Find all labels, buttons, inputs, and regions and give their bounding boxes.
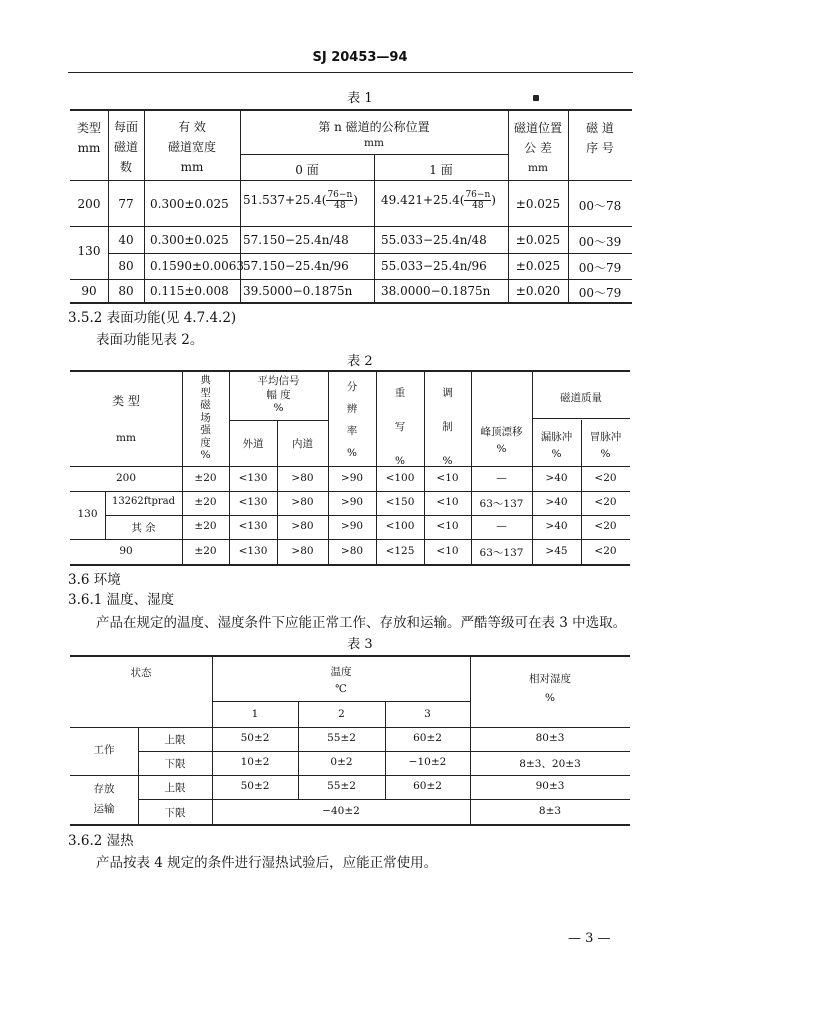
table-cell: ±20 (194, 520, 217, 532)
t1-face0-formula: 51.537+25.4( $\frac{76-n}{48}$ ) (243, 190, 358, 211)
t3-head-g2: 2 (338, 708, 345, 720)
t2-head-outer: 外道 (242, 438, 264, 450)
table-row: ±0.025 (515, 197, 561, 211)
table-row: 存放 (93, 783, 115, 795)
t2-head-field: 典 型 磁 场 强 度 % (200, 374, 211, 461)
t1-head-nominal-unit: mm (364, 137, 384, 149)
table-row: 200 (115, 472, 137, 484)
table-cell: 8±3、20±3 (519, 758, 581, 770)
table-cell: >80 (291, 472, 314, 484)
t1-head-type: 类型 mm (76, 121, 101, 155)
table-cell: 63～137 (479, 498, 524, 510)
table-cell: 8±3 (538, 805, 562, 817)
table-cell: <20 (594, 472, 617, 484)
table-cell: <10 (436, 545, 459, 557)
table-cell: 60±2 (413, 780, 442, 792)
table-row: 0.300±0.025 (150, 197, 229, 211)
table-cell: — (496, 472, 507, 484)
t2-head-overwrite: 重 写 % (394, 387, 406, 467)
table-cell: >90 (340, 472, 364, 484)
table-row: 40 (118, 233, 134, 247)
section-text-3-5-2: 表面功能见表 2。 (96, 332, 204, 348)
table-row: 0.300±0.025 (150, 233, 229, 247)
t2-head-extra-pct: % (600, 448, 611, 460)
section-text-3-6-2: 产品按表 4 规定的条件进行湿热试验后，应能正常使用。 (96, 855, 438, 871)
table-cell: >90 (340, 520, 364, 532)
t1-head-seq: 磁 道 序 号 (586, 121, 614, 155)
table-cell: 60±2 (413, 732, 442, 744)
t2-head-res: 分 辨 率 % (346, 381, 358, 459)
t3-head-humidity: 相对湿度 (529, 673, 571, 685)
table-cell: 50±2 (240, 732, 270, 744)
t2-head-mod: 调 制 % (442, 387, 453, 467)
table-cell: ±20 (194, 545, 217, 557)
t3-head-state: 状态 (130, 667, 152, 679)
table-row: 工作 (93, 744, 115, 756)
table-row: ±0.025 (515, 259, 561, 273)
table-row: 00～79 (578, 261, 622, 275)
table-cell: >90 (340, 496, 364, 508)
table-cell: <20 (594, 545, 617, 557)
table-row: 90 (119, 545, 133, 557)
t1-face1-formula: 49.421+25.4( $\frac{76-n}{48}$ ) (381, 190, 496, 211)
table-row: 00～79 (578, 286, 622, 300)
t3-head-temp-unit: ℃ (335, 683, 347, 695)
table-row: 200 (77, 197, 101, 211)
table-cell: 下限 (164, 758, 186, 770)
table-row: 运输 (93, 803, 115, 815)
t1-head-face0: 0 面 (295, 163, 319, 177)
table-row: 00～78 (578, 199, 622, 213)
table-cell: 0±2 (330, 756, 353, 768)
table-cell: <20 (594, 496, 617, 508)
table-row: 80 (118, 259, 134, 273)
table-cell: <10 (436, 472, 459, 484)
section-text-3-6-1: 产品在规定的温度、湿度条件下应能正常工作、存放和运输。严酷等级可在表 3 中选取。 (96, 615, 627, 631)
table-cell: >45 (545, 545, 568, 557)
table-row: 57.150−25.4n/96 (243, 259, 349, 273)
table-cell: >80 (291, 520, 314, 532)
table-row: 0.1590±0.0063 (150, 259, 245, 273)
table-cell: 63～137 (479, 547, 524, 559)
table-cell: >80 (291, 545, 314, 557)
table-row: 0.115±0.008 (150, 284, 229, 298)
table3-caption: 表 3 (347, 637, 373, 652)
table-row: ±0.020 (515, 284, 561, 298)
t2-head-amp-pct: % (273, 402, 284, 414)
t2-head-type: 类 型 (112, 394, 140, 408)
t3-head-hum-unit: % (545, 692, 555, 704)
table-cell: >40 (545, 520, 568, 532)
t2-head-avg: 平均信号 (257, 375, 300, 387)
t1-head-tol: 磁道位置 公 差 mm (513, 121, 562, 174)
t2-head-quality: 磁道质量 (560, 392, 602, 404)
table-cell: −10±2 (408, 756, 447, 768)
t2-head-peak-pct: % (496, 443, 507, 455)
table-row: 77 (118, 197, 134, 211)
table-cell: <20 (594, 520, 617, 532)
t2-head-inner: 内道 (292, 438, 313, 450)
t3-head-temp: 温度 (330, 666, 352, 678)
t1-head-width: 有 效 磁道宽度 mm (167, 120, 216, 174)
table-cell: 上限 (164, 734, 186, 746)
table-row: 00～39 (578, 235, 622, 249)
t3-head-g3: 3 (424, 708, 431, 720)
section-heading-3-6-1: 3.6.1 温度、湿度 (68, 592, 175, 608)
table-row: 80 (118, 284, 134, 298)
table-cell: <130 (238, 545, 268, 557)
t2-head-missing-pct: % (551, 448, 562, 460)
t1-head-tracks: 每面 磁道 数 (113, 120, 138, 174)
table-cell: <130 (238, 472, 268, 484)
table-cell: >80 (291, 496, 314, 508)
table-cell: <130 (238, 496, 268, 508)
mark-dot (533, 95, 539, 101)
table-row: 55.033−25.4n/96 (381, 259, 487, 273)
section-heading-3-6: 3.6 环境 (68, 572, 121, 588)
section-heading-3-5-2: 3.5.2 表面功能(见 4.7.4.2) (68, 310, 237, 326)
table-cell: <10 (436, 496, 459, 508)
section-heading-3-6-2: 3.6.2 湿热 (68, 833, 134, 849)
table-cell: <130 (238, 520, 268, 532)
page-number: — 3 — (568, 931, 611, 946)
t2-head-peak: 峰顶漂移 (480, 426, 523, 438)
table-cell: 下限 (164, 807, 186, 819)
table-cell: 上限 (164, 782, 186, 794)
table-cell: 50±2 (240, 780, 270, 792)
table-cell: 90±3 (535, 780, 565, 792)
table-cell: — (496, 520, 507, 532)
table-cell: <100 (385, 520, 415, 532)
table-row: 90 (81, 284, 97, 298)
table-cell: <150 (385, 496, 415, 508)
t1-head-nominal: 第 n 磁道的公称位置 (318, 120, 430, 134)
table2-caption: 表 2 (347, 354, 373, 369)
table-row: 130 (77, 244, 101, 258)
table-cell: 13262ftprad (111, 496, 176, 507)
table-row: ±0.025 (515, 233, 561, 247)
t2-head-missing: 漏脉冲 (540, 431, 573, 443)
table-row: 57.150−25.4n/48 (243, 233, 349, 247)
t2-head-extra: 冒脉冲 (589, 431, 622, 443)
table-row: 55.033−25.4n/48 (381, 233, 487, 247)
table-cell: >40 (545, 496, 568, 508)
table-cell: 55±2 (327, 780, 356, 792)
t2-head-type-unit: mm (116, 432, 136, 444)
table-cell: <10 (436, 520, 459, 532)
table-cell: 10±2 (240, 756, 270, 768)
doc-code: SJ 20453—94 (312, 50, 408, 65)
table1-caption: 表 1 (347, 91, 373, 106)
table-row: 130 (77, 508, 98, 520)
table-row: 38.0000−0.1875n (381, 284, 491, 298)
table-row: 39.5000−0.1875n (243, 284, 353, 298)
table-cell: ±20 (194, 496, 217, 508)
header-rule (68, 72, 633, 73)
table-cell: <125 (385, 545, 415, 557)
table-cell: −40±2 (322, 805, 360, 817)
table-cell: <100 (385, 472, 415, 484)
table-cell: >80 (340, 545, 364, 557)
table-cell: 55±2 (327, 732, 356, 744)
table-cell: >40 (545, 472, 568, 484)
t3-head-g1: 1 (251, 708, 259, 720)
table-cell: 80±3 (535, 732, 565, 744)
t1-head-face1: 1 面 (429, 163, 453, 177)
table-cell: ±20 (194, 472, 217, 484)
table-row: 其 余 (131, 522, 156, 534)
t2-head-amp: 幅 度 (266, 389, 291, 401)
